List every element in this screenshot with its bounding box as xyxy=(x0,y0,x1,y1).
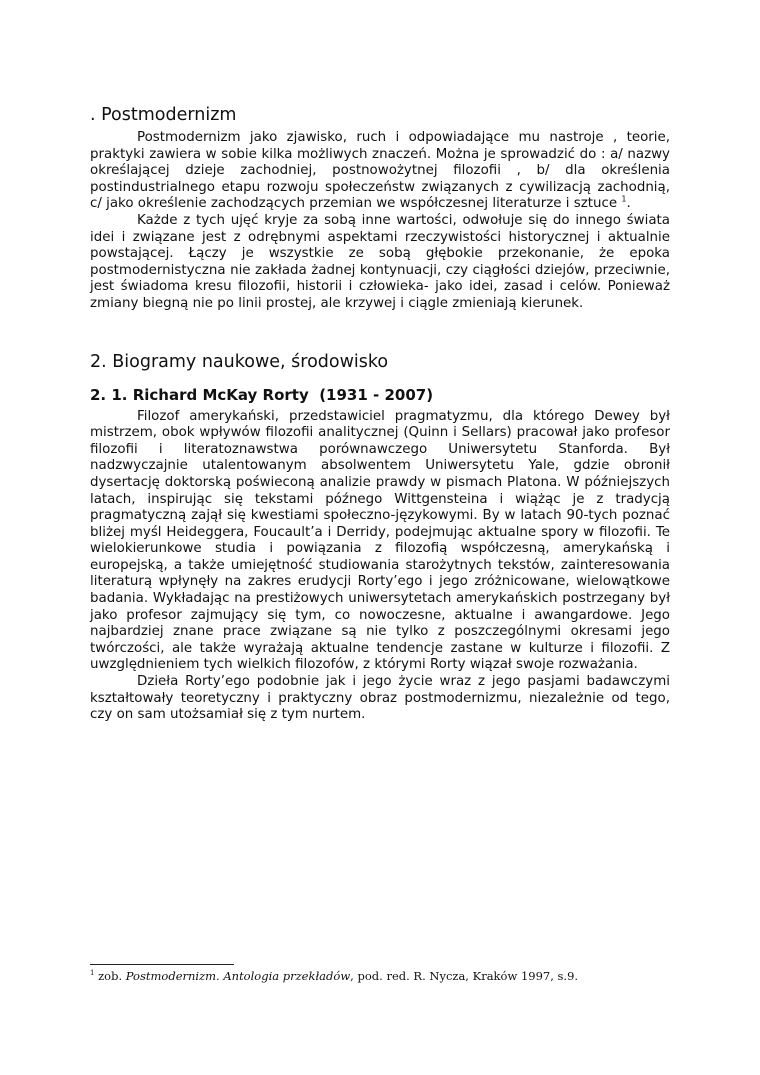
footnote-rest: , pod. red. R. Nycza, Kraków 1997, s.9. xyxy=(350,969,579,983)
paragraph-definitions-text: Postmodernizm jako zjawisko, ruch i odpowiadające mu nastroje , teorie, praktyki zawiera w sobie kilka możliwych znaczeń. Można je sprowadzić do : a/ nazwy określającej dzieje zachodniej, postnowożytnej filozofii , b/ dla określenia postindustrialnego etapu rozwoju społeczeństw związanych z cywilizacją zachodnią, c/ jako określenie zachodzących przemian we współczesnej literaturze i sztuce xyxy=(90,130,670,212)
subsection-heading-rorty: 2. 1. Richard McKay Rorty (1931 - 2007) xyxy=(90,385,434,404)
footnote-title: Postmodernizm. Antologia przekładów xyxy=(125,969,351,983)
section-heading-postmodernizm: . Postmodernizm xyxy=(90,105,237,125)
section-heading-biogramy: 2. Biogramy naukowe, środowisko xyxy=(90,351,389,372)
paragraph-values: Każde z tych ujęć kryje za sobą inne wartości, odwołuje się do innego świata idei i związane jest z odrębnymi aspektami rzeczywistości historycznej i aktualnie powstającej. Łączy je wszystkie ze sobą głębokie przekonanie, że epoka postmodernistyczna nie zakłada żadnej kontynuacji, czy ciągłości dziejów, przeciwnie, jest świadoma kresu filozofii, historii i człowieka- jako idei, zasad i celów. Ponieważ zmiany biegną nie po linii prostej, ale krzywej i ciągle zmieniają kierunek. xyxy=(90,212,670,311)
footnote-separator xyxy=(90,964,234,965)
paragraph-rorty-works: Dzieła Rorty’ego podobnie jak i jego życie wraz z jego pasjami badawczymi kształtowały teoretyczny i praktyczny obraz postmodernizmu, niezależnie od tego, czy on sam utożsamiał się z tym nurtem. xyxy=(90,674,670,723)
paragraph-rorty-bio: Filozof amerykański, przedstawiciel pragmatyzmu, dla którego Dewey był mistrzem, obok wpływów filozofii analitycznej (Quinn i Sellars) pracował jako profesor filozofii i literatoznawstwa porównawczego Uniwersytetu Stanforda. Był nadzwyczajnie utalentowanym absolwentem Uniwersytetu Yale, gdzie obronił dysertację doktorską poświeconą analizie prawdy w pismach Platona. W późniejszych latach, inspirując się tekstami późnego Wittgensteina i wiążąc je z tradycją pragmatyczną zajął się kwestiami społeczno-językowymi. By w latach 90-tych poznać bliżej myśl Heideggera, Foucault’a i Derridy, podejmując aktualne spory w filozofii. Te wielokierunkowe studia i powiązania z filozofią współczesną, amerykańską i europejską, a także umiejętność studiowania starożytnych tekstów, zainteresowania literaturą wpłynęły na zakres erudycji Rorty’ego i jego zróżnicowane, wielowątkowe badania. Wykładając na prestiżowych uniwersytetach amerykańskich postrzegany był jako profesor zajmujący się tym, co nowoczesne, aktualne i awangardowe. Jego najbardziej znane prace związane są nie tylko z poszczególnymi okresami jego twórczości, ale także wyrażają aktualne tendencje zastane w kulturze i filozofii. Z uwzględnieniem tych wielkich filozofów, z którymi Rorty wiązał swoje rozważania. xyxy=(90,408,670,673)
footnote-reference[interactable]: 1 xyxy=(621,194,627,204)
paragraph-definitions-end: . xyxy=(626,196,631,212)
footnote-marker: 1 xyxy=(90,969,95,978)
paragraph-definitions xyxy=(90,130,670,213)
footnote-prefix: zob. xyxy=(94,969,126,983)
page-body xyxy=(90,104,670,724)
footnote xyxy=(90,969,670,983)
